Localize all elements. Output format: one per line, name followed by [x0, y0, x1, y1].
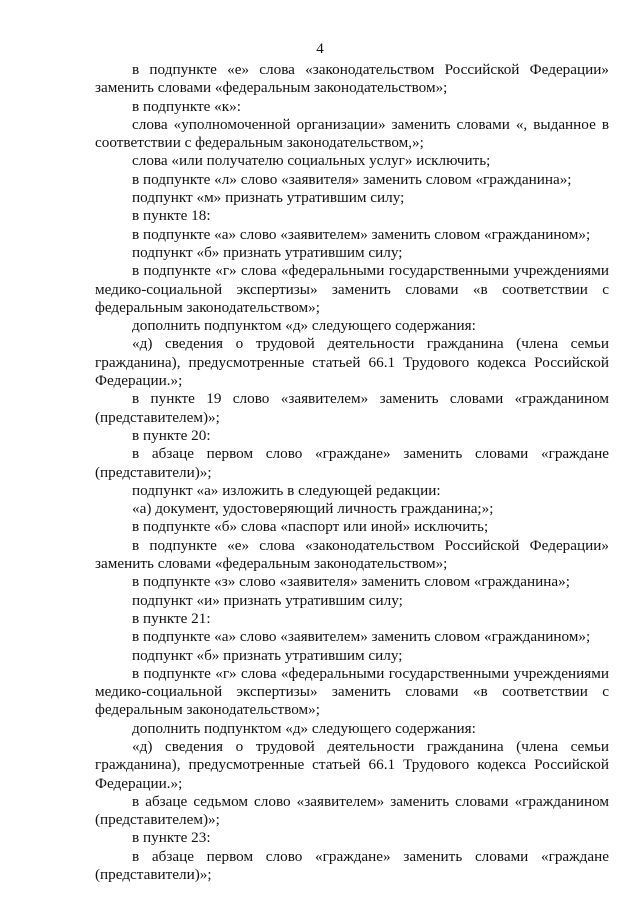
paragraph: «д) сведения о трудовой деятельности гражданина (члена семьи гражданина), предусмотренные статьей 66.1 Трудового кодекса Российской Федерации.»; [95, 737, 609, 792]
paragraph: дополнить подпунктом «д» следующего содержания: [132, 317, 476, 335]
paragraph: в подпункте «е» слова «законодательством Российской Федерации» заменить словами «федеральным законодательством»; [95, 536, 609, 573]
paragraph: в подпункте «з» слово «заявителя» заменить словом «гражданина»; [132, 573, 570, 591]
paragraph: в пункте 18: [132, 207, 211, 225]
document-body [95, 61, 609, 884]
paragraph: в пункте 19 слово «заявителем» заменить словами «гражданином (представителем)»; [95, 390, 609, 426]
paragraph: подпункт «м» признать утратившим силу; [132, 189, 405, 207]
paragraph: дополнить подпунктом «д» следующего содержания: [132, 719, 476, 737]
paragraph: в абзаце первом слово «граждане» заменить словами «граждане (представители)»; [95, 445, 609, 481]
paragraph: в абзаце седьмом слово «заявителем» заменить словами «гражданином (представителем)»; [95, 792, 609, 829]
paragraph: в подпункте «б» слова «паспорт или иной» исключить; [132, 518, 489, 536]
paragraph: подпункт «и» признать утратившим силу; [132, 591, 403, 609]
paragraph: подпункт «б» признать утратившим силу; [132, 243, 403, 261]
paragraph: в подпункте «а» слово «заявителем» заменить словом «гражданином»; [132, 225, 591, 243]
paragraph: в подпункте «к»: [132, 97, 241, 115]
paragraph: слова «уполномоченной организации» заменить словами «, выданное в соответствии с федеральным законодательством,»; [95, 115, 609, 152]
paragraph: подпункт «б» признать утратившим силу; [132, 646, 403, 664]
paragraph: в подпункте «е» слова «законодательством Российской Федерации» заменить словами «федеральным законодательством»; [95, 61, 609, 97]
paragraph: подпункт «а» изложить в следующей редакции: [132, 481, 441, 499]
paragraph: в подпункте «а» слово «заявителем» заменить словом «гражданином»; [132, 628, 591, 646]
paragraph: в пункте 21: [132, 609, 211, 627]
paragraph: в подпункте «г» слова «федеральными государственными учреждениями медико-социальной экспертизы» заменить словами «в соответствии с федеральным законодательством»; [95, 664, 609, 719]
paragraph: в подпункте «л» слово «заявителя» заменить словом «гражданина»; [132, 170, 572, 188]
page-number: 4 [316, 41, 324, 57]
paragraph: в пункте 20: [132, 426, 211, 444]
paragraph: слова «или получателю социальных услуг» исключить; [132, 152, 491, 170]
paragraph: в абзаце первом слово «граждане» заменить словами «граждане (представители)»; [95, 847, 609, 884]
paragraph: «а) документ, удостоверяющий личность гражданина;»; [132, 500, 494, 518]
paragraph: «д) сведения о трудовой деятельности гражданина (члена семьи гражданина), предусмотренные статьей 66.1 Трудового кодекса Российской Федерации.»; [95, 335, 609, 390]
paragraph: в пункте 23: [132, 829, 211, 847]
paragraph: в подпункте «г» слова «федеральными государственными учреждениями медико-социальной экспертизы» заменить словами «в соответствии с федеральным законодательством»; [95, 262, 609, 316]
